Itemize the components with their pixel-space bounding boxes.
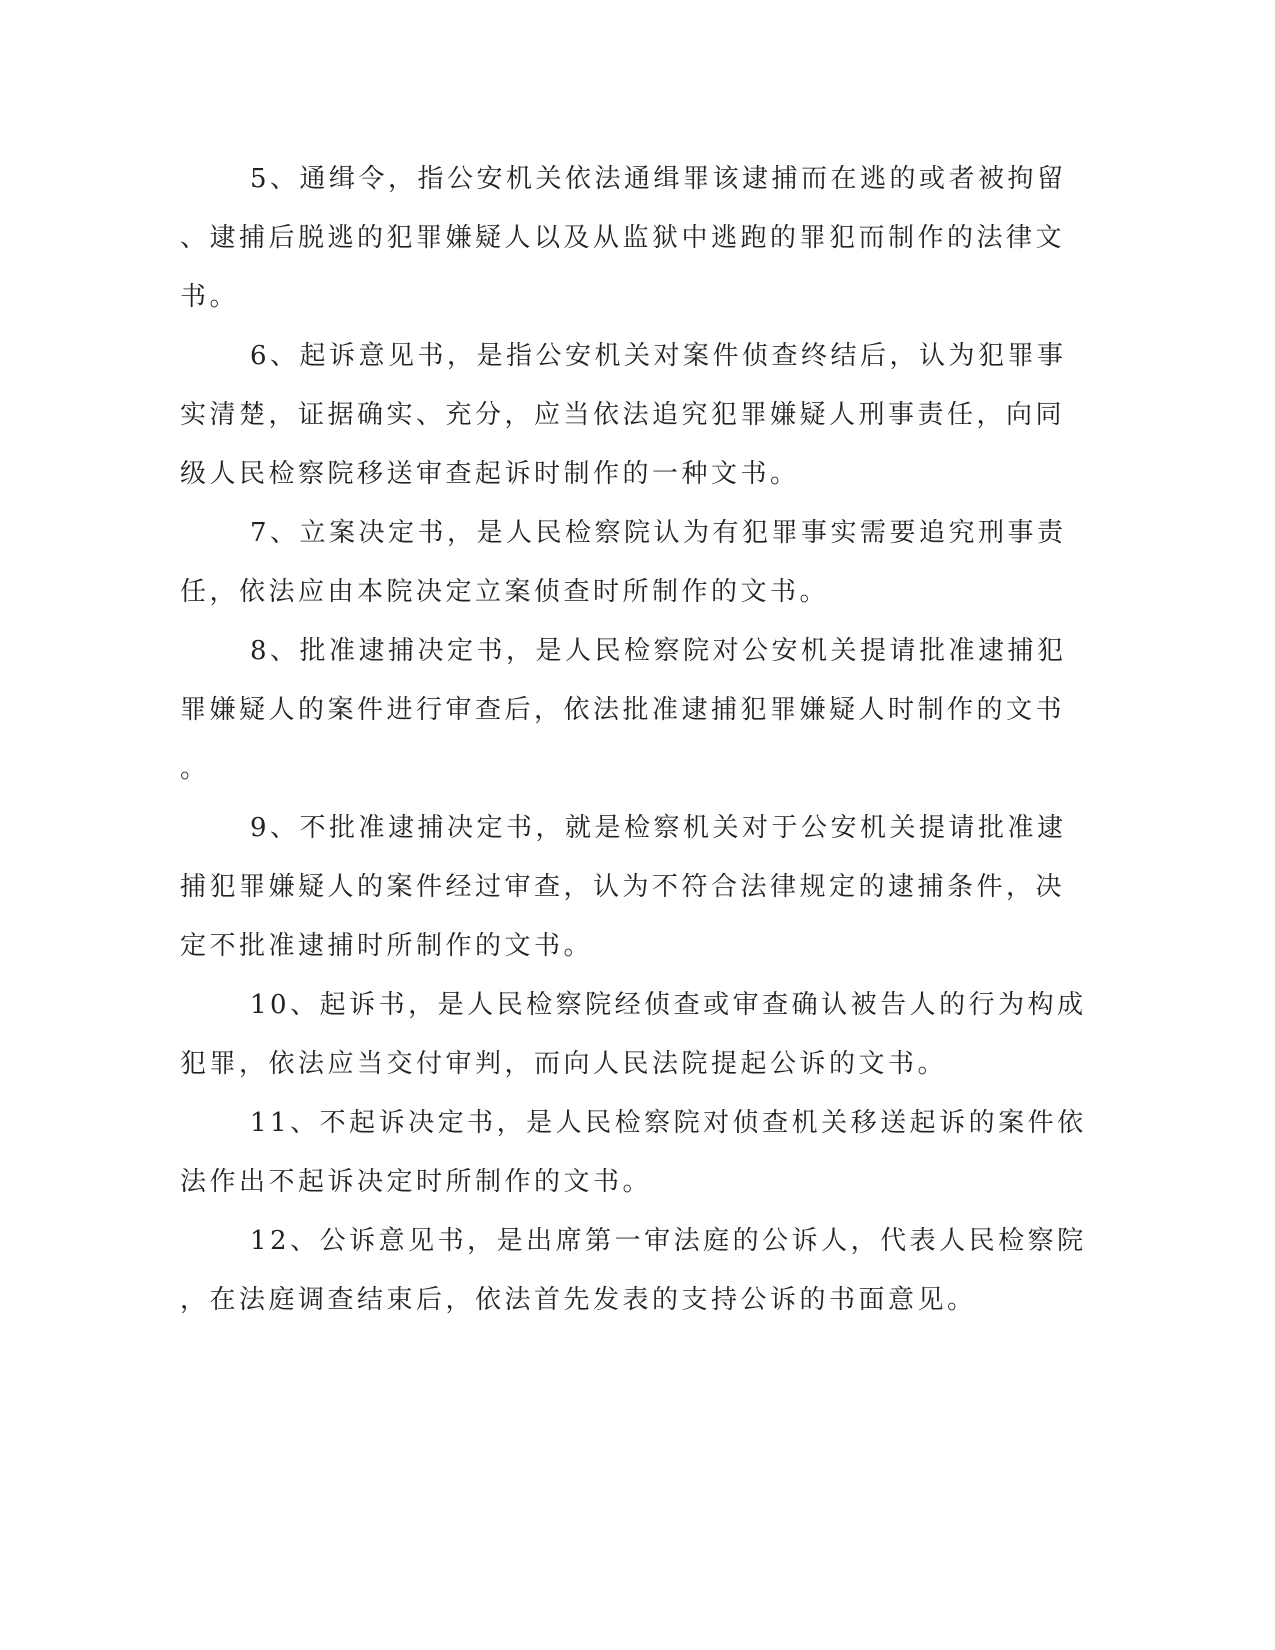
text-line: 11、不起诉决定书，是人民检察院对侦查机关移送起诉的案件依 (250, 1108, 1087, 1138)
paragraph-6-prosecution-opinion (180, 327, 1067, 504)
paragraph-10-indictment (180, 976, 1087, 1094)
paragraph-5-wanted-order (180, 150, 1067, 327)
text-line: 捕犯罪嫌疑人的案件经过审查，认为不符合法律规定的逮捕条件，决 (180, 872, 1066, 902)
paragraph-12-public-prosecution-opinion (180, 1212, 1087, 1330)
text-line: 任，依法应由本院决定立案侦查时所制作的文书。 (180, 577, 830, 607)
text-line: 8、批准逮捕决定书，是人民检察院对公安机关提请批准逮捕犯 (250, 636, 1067, 666)
paragraph-8-arrest-approval (180, 622, 1067, 799)
text-line: 12、公诉意见书，是出席第一审法庭的公诉人，代表人民检察院 (250, 1226, 1087, 1256)
document-body (180, 150, 1087, 1330)
text-line: 犯罪，依法应当交付审判，而向人民法院提起公诉的文书。 (180, 1049, 948, 1079)
text-line: 。 (180, 754, 210, 784)
text-line: 7、立案决定书，是人民检察院认为有犯罪事实需要追究刑事责 (250, 518, 1067, 548)
paragraph-11-non-prosecution-decision (180, 1094, 1087, 1212)
text-line: 9、不批准逮捕决定书，就是检察机关对于公安机关提请批准逮 (250, 813, 1067, 843)
paragraph-7-case-filing-decision (180, 504, 1067, 622)
text-line: 6、起诉意见书，是指公安机关对案件侦查终结后，认为犯罪事 (250, 341, 1067, 371)
paragraph-9-arrest-disapproval (180, 799, 1067, 976)
text-line: 级人民检察院移送审查起诉时制作的一种文书。 (180, 459, 800, 489)
text-line: 实清楚，证据确实、充分，应当依法追究犯罪嫌疑人刑事责任，向同 (180, 400, 1066, 430)
text-line: 书。 (180, 282, 240, 312)
text-line: 、逮捕后脱逃的犯罪嫌疑人以及从监狱中逃跑的罪犯而制作的法律文 (180, 223, 1066, 253)
text-line: ，在法庭调查结束后，依法首先发表的支持公诉的书面意见。 (180, 1285, 977, 1315)
text-line: 定不批准逮捕时所制作的文书。 (180, 931, 594, 961)
text-line: 10、起诉书，是人民检察院经侦查或审查确认被告人的行为构成 (250, 990, 1087, 1020)
text-line: 法作出不起诉决定时所制作的文书。 (180, 1167, 653, 1197)
text-line: 5、通缉令，指公安机关依法通缉罪该逮捕而在逃的或者被拘留 (250, 164, 1067, 194)
text-line: 罪嫌疑人的案件进行审查后，依法批准逮捕犯罪嫌疑人时制作的文书 (180, 695, 1066, 725)
